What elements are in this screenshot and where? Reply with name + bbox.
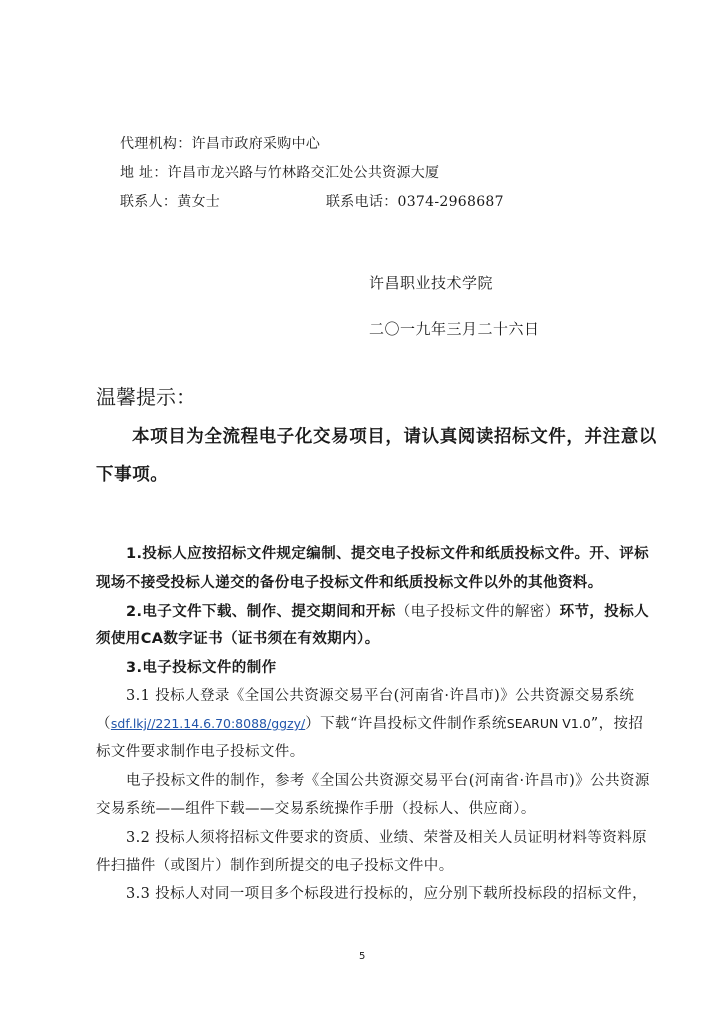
notice-heading: 温馨提示： <box>96 385 196 409</box>
item2-line2: 须使用CA数字证书（证书须在有效期内）。 <box>96 631 380 647</box>
item32-line2: 件扫描件（或图片）制作到所提交的电子投标文件中。 <box>96 858 454 874</box>
reference-line2: 交易系统——组件下载——交易系统操作手册（投标人、供应商）。 <box>96 801 536 817</box>
item31-software-name: SEARUN V1.0 <box>506 716 591 731</box>
item33-line1: 3.3 投标人对同一项目多个标段进行投标的，应分别下载所投标段的招标文件， <box>126 886 647 902</box>
signature-date: 二〇一九年三月二十六日 <box>369 320 540 338</box>
phone-line: 联系电话：0374-2968687 <box>326 194 504 210</box>
item32-line1: 3.2 投标人须将招标文件要求的资质、业绩、荣誉及相关人员证明材料等资料原 <box>126 830 647 846</box>
item3-title: 3.电子投标文件的制作 <box>126 660 277 676</box>
item31-line1: 3.1 投标人登录《全国公共资源交易平台(河南省·许昌市)》公共资源交易系统 <box>126 688 635 704</box>
system-url-link[interactable]: sdf.lkj//221.14.6.70:8088/ggzy/ <box>110 716 306 731</box>
agency-line: 代理机构：许昌市政府采购中心 <box>120 136 321 152</box>
item2-text-c: 环节，投标人 <box>559 604 650 620</box>
item2-line1 <box>126 600 649 621</box>
signature-org: 许昌职业技术学院 <box>369 274 494 292</box>
item31-mid-text: ）下载“许昌投标文件制作系统 <box>305 716 507 732</box>
address-line: 地 址：许昌市龙兴路与竹林路交汇处公共资源大厦 <box>120 165 440 181</box>
page-number: 5 <box>359 951 366 962</box>
contact-person-line: 联系人：黄女士 <box>120 194 221 210</box>
item31-end-text: ”，按招 <box>590 716 644 732</box>
notice-intro-line2: 下事项。 <box>96 465 169 485</box>
item1-line1: 1.投标人应按招标文件规定编制、提交电子投标文件和纸质投标文件。开、评标 <box>126 546 649 562</box>
notice-intro-line1: 本项目为全流程电子化交易项目，请认真阅读招标文件，并注意以 <box>132 427 657 447</box>
item31-open-paren: （ <box>96 716 111 732</box>
item31-line2 <box>96 712 643 733</box>
reference-line1: 电子投标文件的制作，参考《全国公共资源交易平台(河南省·许昌市)》公共资源 <box>126 773 650 789</box>
item1-line2: 现场不接受投标人递交的备份电子投标文件和纸质投标文件以外的其他资料。 <box>96 575 603 591</box>
item2-text-a: 2.电子文件下载、制作、提交期间和开标 <box>126 604 396 620</box>
item2-text-paren: （电子投标文件的解密） <box>395 604 560 620</box>
item31-line3: 标文件要求制作电子投标文件。 <box>96 744 305 760</box>
